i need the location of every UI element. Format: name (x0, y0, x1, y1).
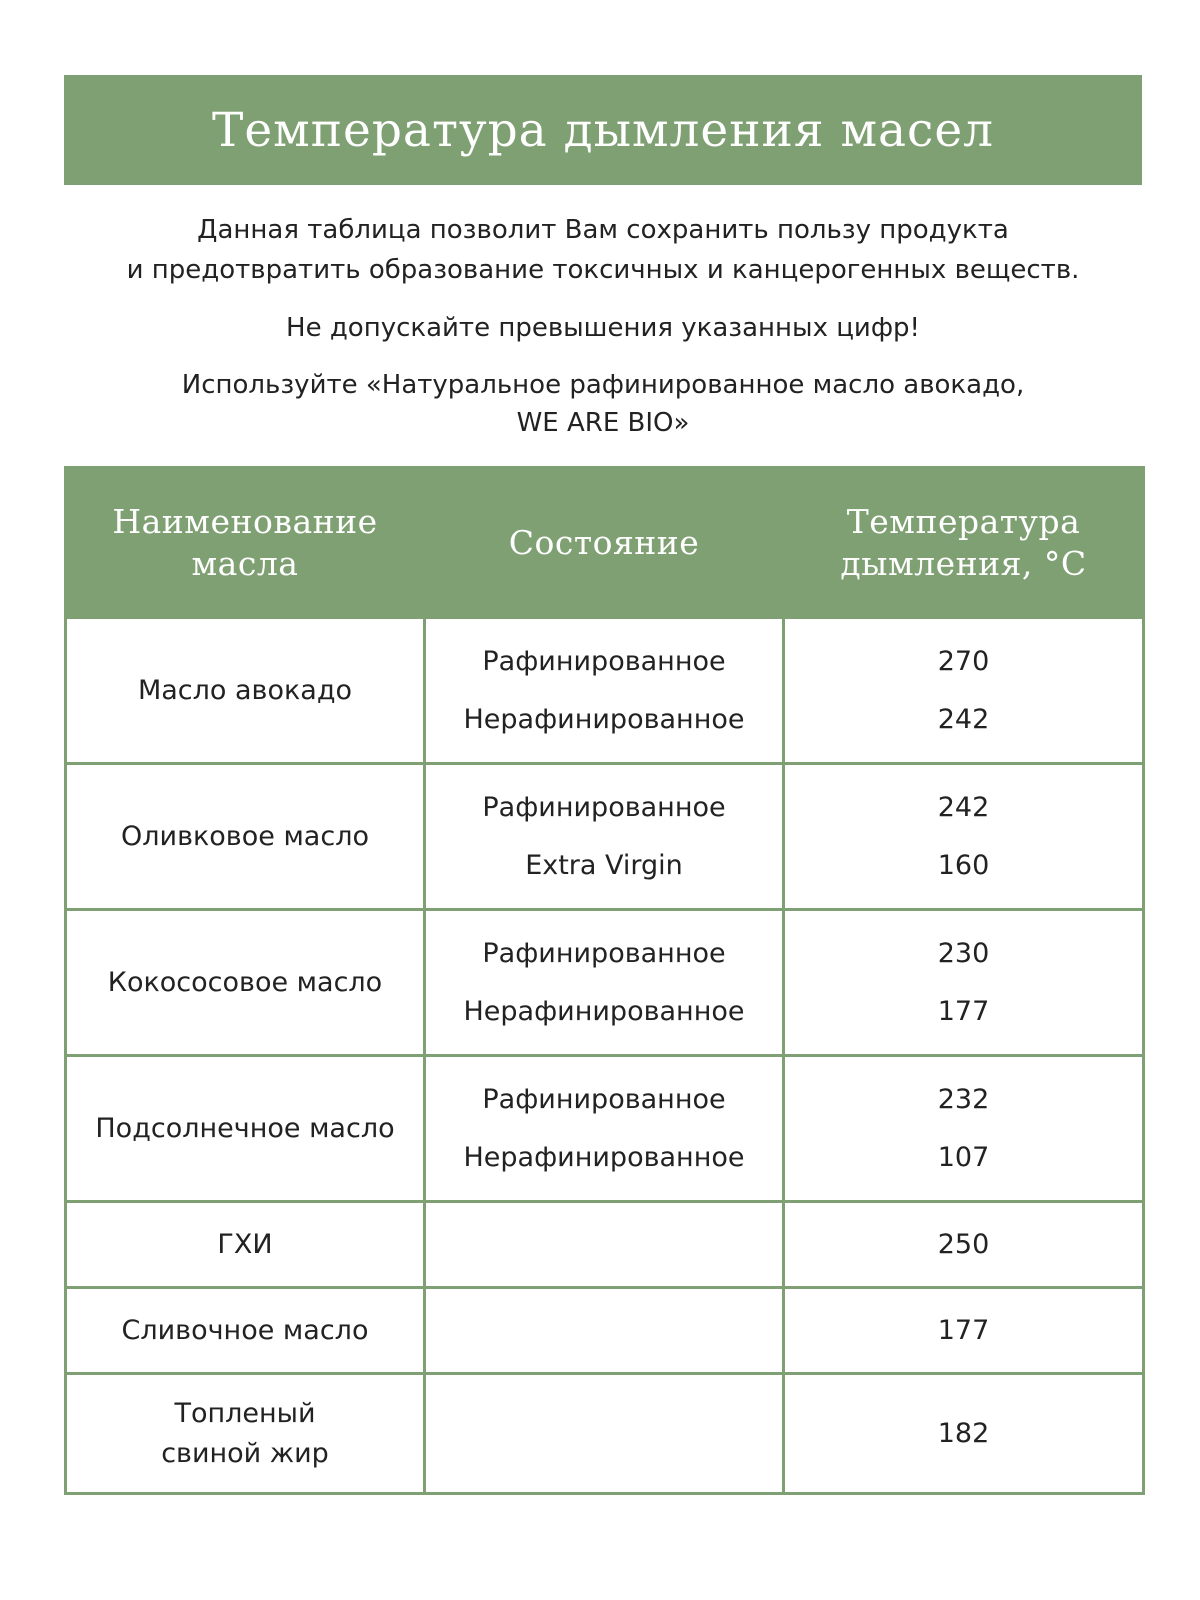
temp-value: 182 (937, 1418, 990, 1449)
oil-name-cell (66, 1056, 425, 1202)
oil-name: ГХИ (217, 1228, 273, 1260)
state-value: Рафинированное (482, 1083, 726, 1115)
header-oil-name (66, 468, 425, 618)
recommendation-line: Используйте «Натуральное рафинированное масло авокадо, (181, 370, 1025, 400)
header-smoke-temp (784, 468, 1144, 618)
state-value: Нерафинированное (463, 703, 745, 735)
warning-paragraph (64, 308, 1142, 348)
table-row (66, 910, 1144, 1056)
table-row (66, 764, 1144, 910)
temp-value: 242 (937, 791, 990, 823)
oil-name-cell (66, 1374, 425, 1494)
state-value: Нерафинированное (463, 995, 745, 1027)
header-state: Состояние (425, 468, 784, 618)
state-value: Рафинированное (482, 937, 726, 969)
temp-value: 250 (937, 1229, 990, 1260)
temp-value: 232 (937, 1083, 990, 1115)
table-row (66, 1374, 1144, 1494)
state-cell (425, 910, 784, 1056)
header-line: масла (191, 543, 299, 583)
temp-cell (784, 618, 1144, 764)
recommendation-paragraph (64, 366, 1142, 442)
table-header-row (66, 468, 1144, 618)
state-cell (425, 1202, 784, 1288)
temp-cell (784, 764, 1144, 910)
temp-cell (784, 1202, 1144, 1288)
oil-name: Топленый (174, 1397, 316, 1429)
temp-cell (784, 910, 1144, 1056)
oil-name-cell (66, 1202, 425, 1288)
oil-name: свиной жир (161, 1437, 329, 1469)
state-value: Рафинированное (482, 645, 726, 677)
intro-line: и предотвратить образование токсичных и канцерогенных веществ. (126, 255, 1080, 285)
table-row (66, 1288, 1144, 1374)
table-row (66, 1056, 1144, 1202)
intro-paragraph (64, 210, 1142, 290)
temp-value: 177 (937, 1315, 990, 1346)
title-banner (64, 75, 1142, 185)
oil-name-cell (66, 1288, 425, 1374)
temp-value: 242 (937, 703, 990, 735)
temp-cell (784, 1056, 1144, 1202)
oil-name-cell (66, 910, 425, 1056)
temp-value: 230 (937, 937, 990, 969)
temp-value: 270 (937, 645, 990, 677)
state-value: Рафинированное (482, 791, 726, 823)
state-cell (425, 1374, 784, 1494)
header-line: Наименование (112, 501, 378, 541)
state-cell (425, 1056, 784, 1202)
state-value: Нерафинированное (463, 1141, 745, 1173)
table-row (66, 618, 1144, 764)
temp-value: 177 (937, 995, 990, 1027)
temp-cell (784, 1374, 1144, 1494)
oil-name-cell (66, 618, 425, 764)
page-title: Температура дымления масел (211, 102, 995, 158)
oil-name: Масло авокадо (137, 674, 353, 706)
temp-cell (784, 1288, 1144, 1374)
smoke-point-table (64, 466, 1145, 1495)
state-cell (425, 618, 784, 764)
oil-name: Сливочное масло (121, 1314, 369, 1346)
header-line: Температура (846, 501, 1081, 541)
state-value: Extra Virgin (525, 849, 683, 881)
warning-line: Не допускайте превышения указанных цифр! (286, 313, 920, 343)
recommendation-line: WE ARE BIO» (516, 408, 690, 438)
temp-value: 160 (937, 849, 990, 881)
state-cell (425, 764, 784, 910)
oil-name: Оливковое масло (121, 820, 369, 852)
oil-name-cell (66, 764, 425, 910)
intro-line: Данная таблица позволит Вам сохранить пользу продукта (197, 215, 1009, 245)
state-cell (425, 1288, 784, 1374)
oil-name: Кокососовое масло (107, 966, 383, 998)
temp-value: 107 (937, 1141, 990, 1173)
oil-name: Подсолнечное масло (95, 1112, 395, 1144)
header-line: дымления, °C (840, 543, 1087, 583)
table-row (66, 1202, 1144, 1288)
